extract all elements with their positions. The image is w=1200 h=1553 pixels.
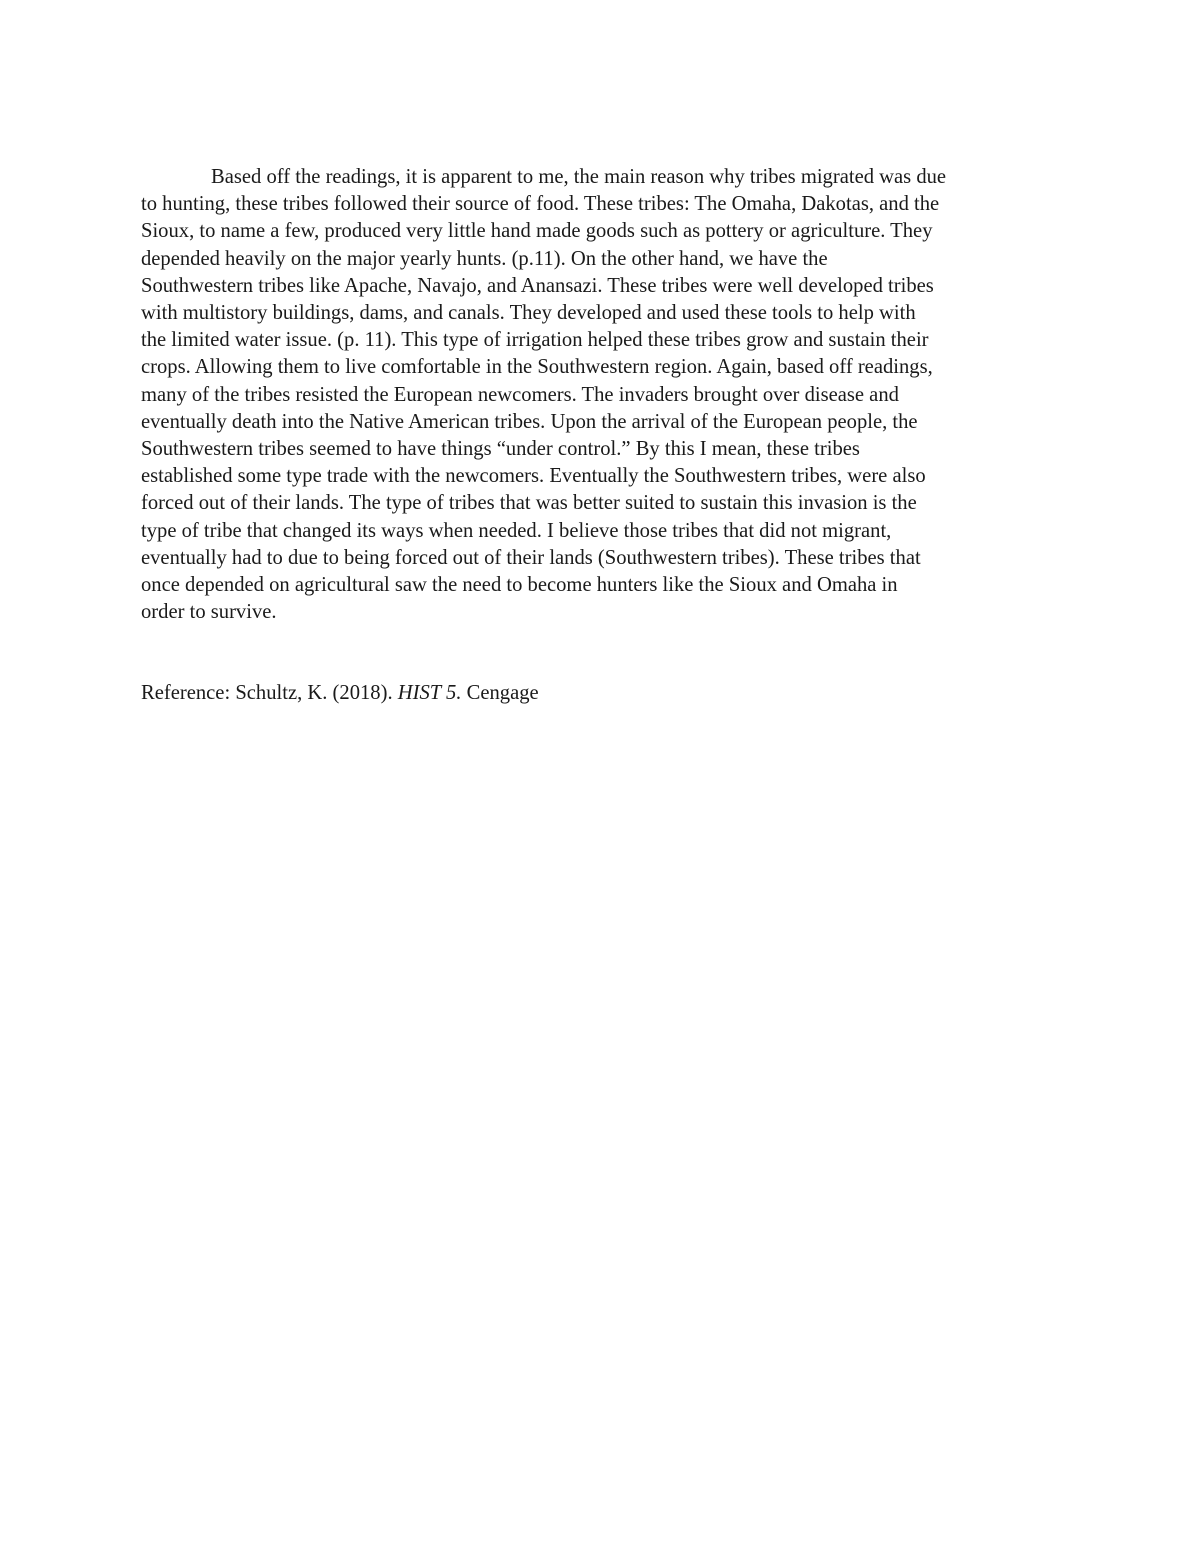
paragraph-line-1: Based off the readings, it is apparent to me, the main reason why tribes migrated was due [211,166,947,188]
reference-suffix: Cengage [461,682,539,704]
paragraph-line-14: type of tribe that changed its ways when needed. I believe those tribes that did not migrant, [141,519,892,542]
paragraph-line-12: established some type trade with the newcomers. Eventually the Southwestern tribes, were also [141,465,926,488]
reference-line [141,680,539,707]
paragraph-line-2: to hunting, these tribes followed their source of food. These tribes: The Omaha, Dakotas, and the [141,193,940,216]
paragraph-line-10: eventually death into the Native American tribes. Upon the arrival of the European people, the [141,410,918,433]
paragraph-line-15: eventually had to due to being forced out of their lands (Southwestern tribes). These tribes that [141,546,921,569]
paragraph-line-11: Southwestern tribes seemed to have things “under control.” By this I mean, these tribes [141,438,860,461]
paragraph-line-4: depended heavily on the major yearly hunts. (p.11). On the other hand, we have the [141,247,828,270]
reference-title: HIST 5. [397,682,462,704]
paragraph-line-13: forced out of their lands. The type of tribes that was better suited to sustain this invasion is the [141,492,917,515]
paragraph-line-3: Sioux, to name a few, produced very little hand made goods such as pottery or agriculture. They [141,220,933,243]
paragraph-line-17: order to survive. [141,601,277,624]
paragraph-line-5: Southwestern tribes like Apache, Navajo, and Anansazi. These tribes were well developed tribes [141,274,934,297]
essay-paragraph [141,164,1061,626]
paragraph-line-7: the limited water issue. (p. 11). This type of irrigation helped these tribes grow and sustain their [141,329,929,352]
reference-prefix: Reference: Schultz, K. (2018). [141,682,398,704]
paragraph-line-6: with multistory buildings, dams, and canals. They developed and used these tools to help with [141,302,916,325]
paragraph-line-9: many of the tribes resisted the European newcomers. The invaders brought over disease and [141,383,899,406]
paragraph-line-16: once depended on agricultural saw the need to become hunters like the Sioux and Omaha in [141,574,898,597]
paragraph-line-8: crops. Allowing them to live comfortable in the Southwestern region. Again, based off readings, [141,356,933,379]
